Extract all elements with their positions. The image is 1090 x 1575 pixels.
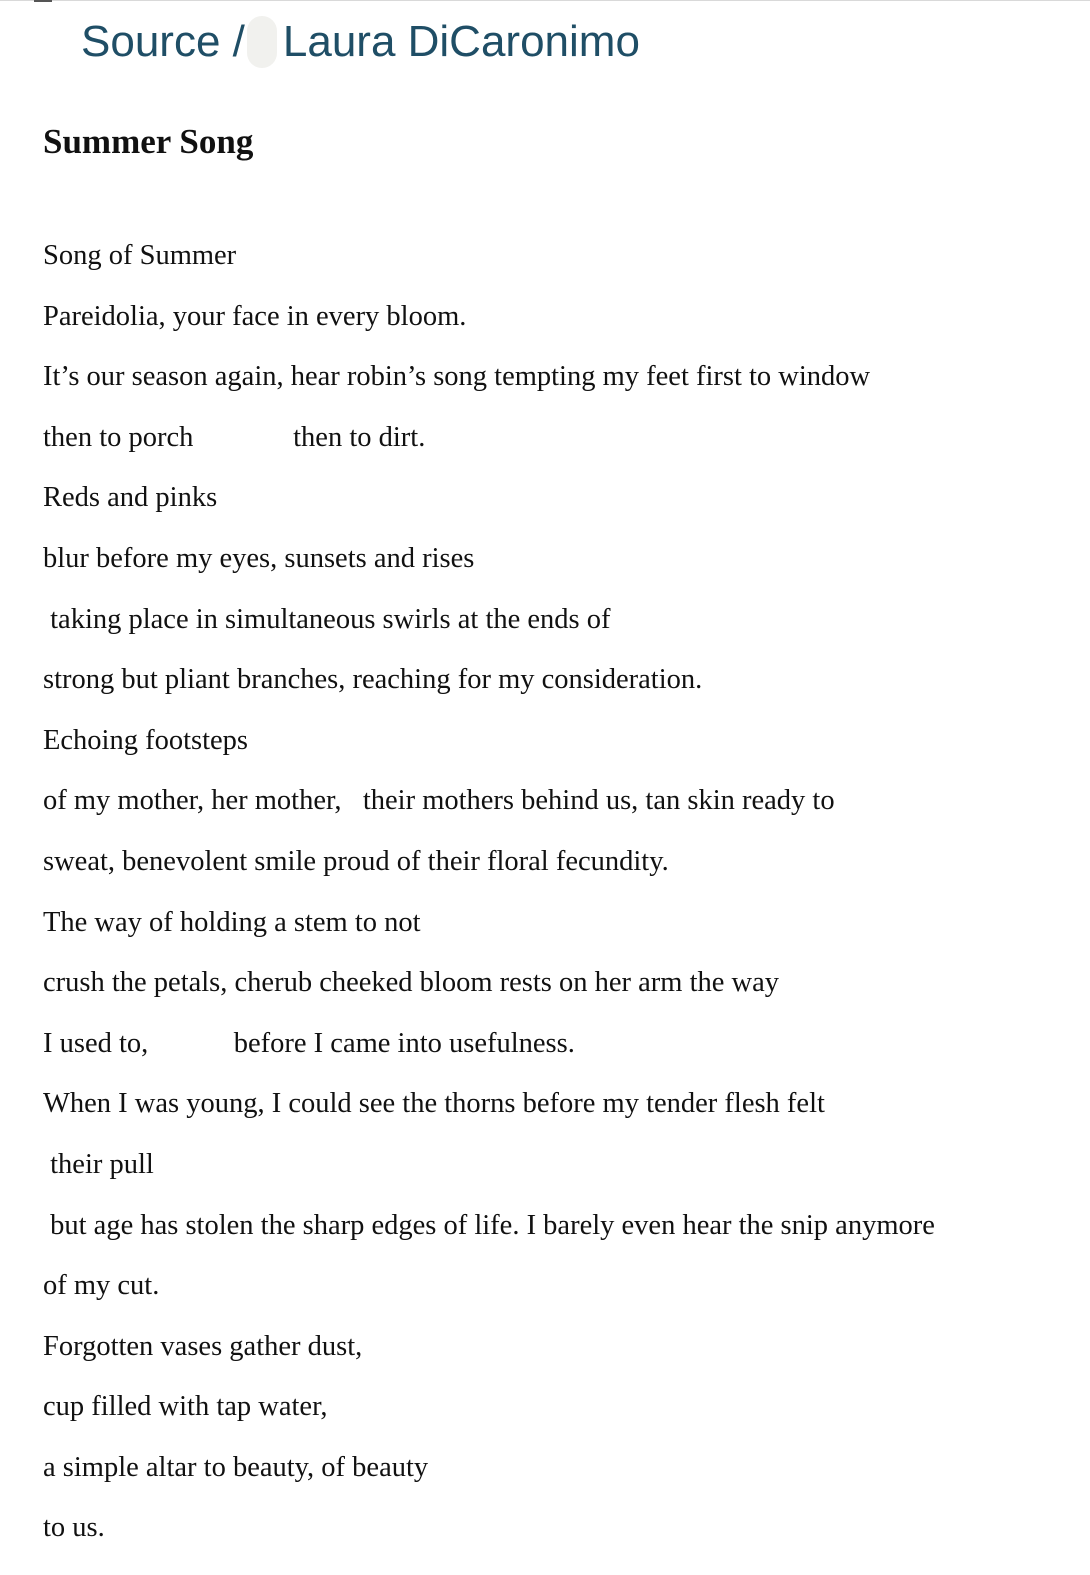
poem-line: their pull <box>43 1148 154 1180</box>
poem-line: crush the petals, cherub cheeked bloom rests on her arm the way <box>43 967 779 999</box>
poem-line: but age has stolen the sharp edges of life. I barely even hear the snip anymore <box>43 1209 935 1241</box>
poem-title: Summer Song <box>43 122 254 161</box>
poem-line: Pareidolia, your face in every bloom. <box>43 300 467 332</box>
author-name[interactable]: Laura DiCaronimo <box>282 17 640 66</box>
poem-line: I used to, before I came into usefulness. <box>43 1027 575 1059</box>
poem-line: of my cut. <box>43 1270 160 1302</box>
poem-line: The way of holding a stem to not <box>43 906 421 938</box>
poem-line: Echoing footsteps <box>43 724 249 756</box>
poem-line: It’s our season again, hear robin’s song tempting my feet first to window <box>43 361 871 393</box>
poem-line: taking place in simultaneous swirls at the ends of <box>43 603 611 635</box>
source-label[interactable]: Source / <box>81 17 245 66</box>
poem-body <box>43 236 1083 1569</box>
top-divider <box>0 0 1090 1</box>
poem-line: blur before my eyes, sunsets and rises <box>43 542 475 574</box>
poem-line: a simple altar to beauty, of beauty <box>43 1451 429 1483</box>
poem-line: sweat, benevolent smile proud of their floral fecundity. <box>43 845 669 877</box>
poem-line: Reds and pinks <box>43 482 218 514</box>
poem-line: strong but pliant branches, reaching for my consideration. <box>43 664 703 696</box>
page-header <box>81 14 640 70</box>
poem-line: of my mother, her mother, their mothers behind us, tan skin ready to <box>43 785 835 817</box>
poem-line: Song of Summer <box>43 240 237 271</box>
corner-mark <box>34 0 52 2</box>
poem-line: to us. <box>43 1512 105 1544</box>
poem-line: cup filled with tap water, <box>43 1391 328 1423</box>
author-avatar-placeholder <box>247 16 277 68</box>
poem-line: then to porch then to dirt. <box>43 421 426 453</box>
poem-line: When I was young, I could see the thorns before my tender flesh felt <box>43 1088 825 1120</box>
poem-line: Forgotten vases gather dust, <box>43 1330 363 1362</box>
